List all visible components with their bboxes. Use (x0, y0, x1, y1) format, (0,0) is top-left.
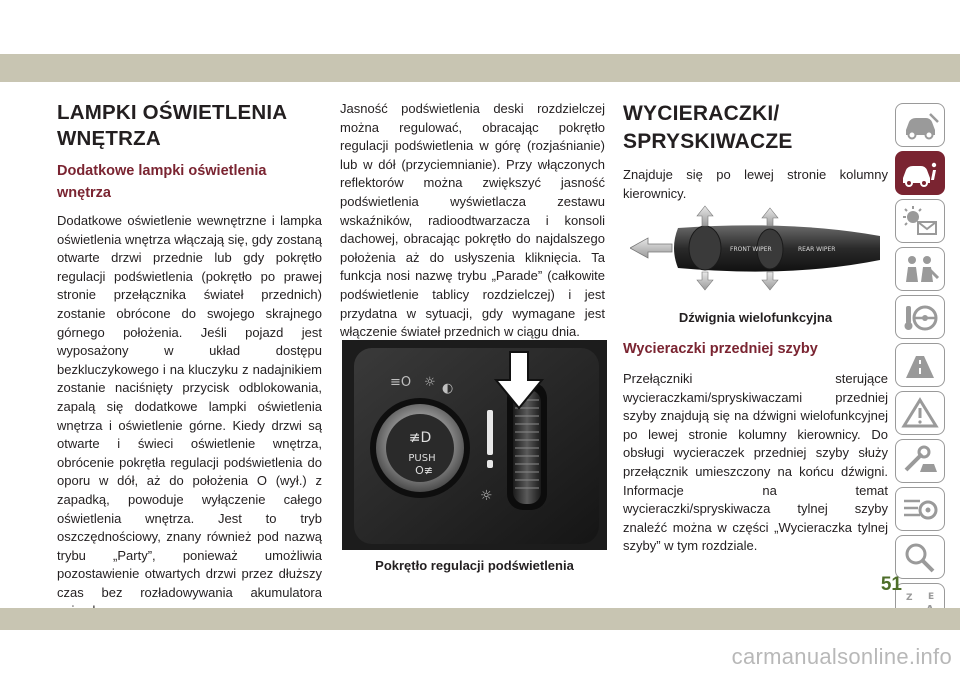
tab-specifications[interactable] (895, 487, 945, 531)
magnifier-icon (900, 540, 940, 574)
lever-label-rear: REAR WIPER (798, 246, 836, 253)
svg-text:≢D: ≢D (408, 430, 432, 446)
section-subtitle: Wycieraczki przedniej szyby (623, 341, 818, 357)
tab-safety[interactable] (895, 247, 945, 291)
body-paragraph: Jasność podświetlenia deski rozdzielczej można regulować, obracając pokrętło regulacji podświetlenia w górę (rozjaśnianie) lub w dół (przyciemnianie). Przy włączonych reflektorów można zwiększyć jasność podświetlenia wyświetlacza zestawu wskaźników, radioodtwarzacza i konsoli dachowej, obracając pokrętło do najdalszego położenia aż do usłyszenia kliknięcia. Ta funkcja nosi nazwę trybu „Parade” (całkowite podświetlenie tablicy rozdzielczej) i jest przydatna w sytuacji, gdy wymagane jest włączenie świateł przednich w ciągu dnia. (340, 101, 605, 340)
people-airbag-icon (900, 252, 940, 286)
wrench-car-icon (900, 444, 940, 478)
index-letter: Z (906, 593, 913, 603)
tab-warning-lights[interactable] (895, 199, 945, 243)
lever-label-front: FRONT WIPER (730, 246, 772, 253)
watermark: carmanualsonline.info (731, 644, 952, 669)
service-list-icon (900, 492, 940, 526)
header-band (0, 54, 960, 82)
car-info-icon (900, 156, 940, 190)
figure-caption: Dźwignia wielofunkcyjna (678, 310, 833, 325)
top-margin (0, 0, 960, 52)
svg-text:☼: ☼ (424, 375, 436, 390)
intro-paragraph: Znajduje się po lewej stronie kolumny kierownicy. (623, 167, 888, 201)
dimmer-knob-figure (342, 340, 607, 550)
knob-push-label: PUSH (408, 453, 436, 464)
section-subtitle-line-1: Dodatkowe lampki oświetlenia (57, 163, 267, 179)
tab-emergency[interactable] (895, 391, 945, 435)
car-road-icon (900, 348, 940, 382)
warning-light-mail-icon (900, 204, 940, 238)
section-title (623, 100, 888, 156)
figure-caption: Pokrętło regulacji podświetlenia (375, 558, 574, 573)
tab-car[interactable] (895, 103, 945, 147)
left-column (57, 100, 322, 621)
footer-band (0, 608, 960, 630)
middle-column (340, 100, 605, 342)
key-steering-wheel-icon (900, 300, 940, 334)
section-subtitle-line-2: wnętrza (57, 185, 111, 201)
section-subtitle (57, 160, 322, 204)
svg-text:O≢: O≢ (415, 464, 433, 477)
section-title-line-2: WNĘTRZA (57, 127, 161, 150)
right-column (623, 100, 888, 203)
dimmer-knob-illustration (342, 340, 607, 550)
right-column-lower (623, 338, 888, 556)
section-title-line-1: WYCIERACZKI/ (623, 102, 780, 125)
multifunction-lever-illustration (630, 198, 885, 298)
tab-driving[interactable] (895, 343, 945, 387)
body-paragraph: Przełączniki sterujące wycieraczkami/spryskiwaczami przedniej szyby znajdują się na dźwigni wielofunkcyjnej po lewej stronie kolumny kierownicy. Do obsługi wycieraczek przedniej szyby służy przełącznik umieszczony na końcu dźwigni. Informacje na temat wycieraczki/spryskiwacza tylnej szyby znaleźć można w części „Wycieraczka tylnej szyby” w tym rozdziale. (623, 371, 888, 554)
section-title (57, 100, 322, 152)
index-letter: E (928, 592, 935, 602)
warning-triangle-icon (900, 396, 940, 430)
section-title-line-2: SPRYSKIWACZE (623, 130, 793, 153)
tab-maintenance[interactable] (895, 439, 945, 483)
car-icon (900, 108, 940, 142)
page-number: 51 (880, 574, 902, 595)
multifunction-lever-figure (630, 198, 885, 298)
tab-starting[interactable] (895, 295, 945, 339)
svg-text:☼: ☼ (480, 488, 493, 504)
section-title-line-1: LAMPKI OŚWIETLENIA (57, 101, 288, 124)
body-paragraph: Dodatkowe oświetlenie wewnętrzne i lampka oświetlenia wnętrza włączają się, gdy zostaną otwarte drzwi przednie lub gdy pokrętło regulacji podświetlenia (pokrętło po prawej stronie przełącznika świateł przednich) zostanie obrócone do swojego skrajnego górnego położenia. Jeśli pojazd jest wyposażony w układ dostępu bezkluczykowego i na kluczyku z nadajnikiem zostanie naciśnięty przycisk odblokowania, zapalą się dodatkowe lampki oświetlenia wnętrza i oświetlenie górne. Kiedy drzwi są otwarte i świeci oświetlenie wnętrza, obrócenie pokrętła regulacji podświetlenia do oporu w dół, aż do położenia O (wył.) z zapadką, powoduje wyłączenie całego oświetlenia wnętrza. Jest to tryb oszczędnościowy, znany również pod nazwą trybu „Party”, ponieważ umożliwia pozostawienie otwartych drzwi przez dłuższy czas bez rozładowywania akumulatora (57, 213, 322, 600)
svg-text:≡O: ≡O (390, 375, 412, 390)
tab-search[interactable] (895, 535, 945, 579)
svg-text:◐: ◐ (442, 381, 454, 396)
tab-car-info[interactable] (895, 151, 945, 195)
